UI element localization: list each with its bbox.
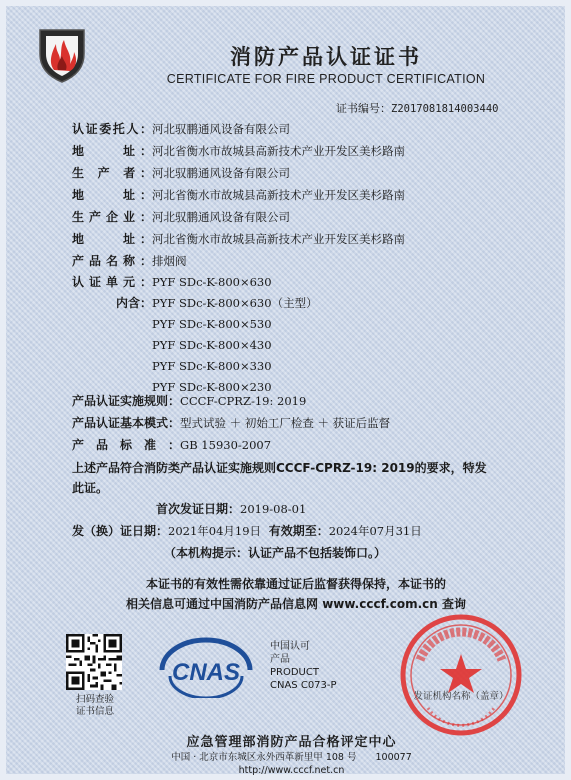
issuer-contact: [6, 751, 571, 777]
certificate-fields: [72, 118, 552, 398]
unit-item: PYF SDc-K-800×430: [152, 338, 272, 352]
unit-item-row: [72, 356, 552, 377]
valid-until-label: 有效期至：: [268, 524, 329, 538]
standard-row: [72, 434, 552, 456]
unit-item: PYF SDc-K-800×230: [152, 380, 272, 394]
validity-notice: [76, 574, 516, 614]
field-row: [72, 206, 552, 228]
cnas-accreditation-text: [270, 640, 337, 692]
field-value: 河北驭鹏通风设备有限公司: [152, 122, 290, 136]
dates-block: [72, 498, 552, 564]
seal-sign-text: 发证机构名称（盖章）: [413, 691, 509, 702]
rule-row: [72, 390, 552, 412]
field-label: 生产企业：: [72, 210, 152, 224]
unit-item-row: [72, 335, 552, 356]
qr-caption-line: 证书信息: [75, 706, 114, 717]
field-row: [72, 228, 552, 250]
standard-value: GB 15930-2007: [180, 438, 272, 452]
conformity-statement: [72, 458, 552, 498]
field-value: 排烟阀: [152, 254, 187, 268]
field-row: [72, 140, 552, 162]
contains-label: 内含：: [115, 296, 152, 310]
certificate-title-cn: 消防产品认证证书: [230, 45, 422, 69]
mode-value: 型式试验 ＋ 初始工厂检查 ＋ 获证后监督: [180, 416, 391, 430]
field-label: 生 产 者：: [72, 166, 152, 180]
cnas-line: 产品: [270, 654, 290, 665]
field-value: 河北驭鹏通风设备有限公司: [152, 210, 290, 224]
fire-certification-emblem-icon: [36, 24, 88, 84]
certification-unit-value: PYF SDc-K-800×630: [152, 275, 272, 289]
field-value: 河北省衡水市故城县高新技术产业开发区美杉路南: [152, 188, 405, 202]
first-issue-label: 首次发证日期：: [156, 502, 241, 516]
field-row: [72, 118, 552, 140]
qr-caption: [64, 694, 126, 718]
official-seal-stamp-icon: [398, 612, 524, 738]
cnas-logo-text: CNAS: [171, 659, 241, 686]
rule-value: CCCF-CPRZ-19: 2019: [180, 394, 307, 408]
certificate-number-label: 证书编号：: [336, 102, 391, 115]
statement-line: 上述产品符合消防类产品认证实施规则CCCF-CPRZ-19: 2019的要求，特发: [72, 461, 487, 475]
product-note: （本机构提示：认证产品不包括装饰口。）: [164, 546, 387, 560]
mode-row: [72, 412, 552, 434]
field-row: [72, 250, 552, 272]
first-issue-value: 2019-08-01: [240, 502, 307, 516]
issue-label: 发（换）证日期：: [72, 524, 169, 538]
standard-label: 产 品 标 准 ：: [72, 438, 181, 452]
valid-until-value: 2024年07月31日: [328, 524, 422, 538]
rules-block: [72, 390, 552, 456]
rule-label: 产品认证实施规则：: [72, 394, 181, 408]
qr-code-icon[interactable]: [66, 634, 122, 690]
issue-value: 2021年04月19日: [168, 524, 262, 538]
cnas-line: CNAS C073-P: [270, 680, 337, 691]
qr-caption-line: 扫码查验: [75, 694, 114, 705]
certificate-number: [336, 100, 498, 116]
validity-line: 相关信息可通过中国消防产品信息网 www.cccf.com.cn 查询: [126, 597, 466, 611]
issuer-name: 应急管理部消防产品合格评定中心: [186, 735, 397, 750]
unit-item-row: [72, 314, 552, 335]
unit-item: PYF SDc-K-800×330: [152, 359, 272, 373]
issuer-address: 中国 · 北京市东城区永外西革新里甲 108 号 100077: [171, 752, 412, 763]
issuer-website-link[interactable]: http://www.cccf.net.cn: [238, 765, 345, 776]
first-issue-row: [72, 498, 552, 520]
unit-item: PYF SDc-K-800×530: [152, 317, 272, 331]
certificate-number-value: Z2017081814003440: [391, 103, 499, 115]
field-row: [72, 184, 552, 206]
certification-unit-row: [72, 272, 552, 293]
field-value: 河北省衡水市故城县高新技术产业开发区美杉路南: [152, 144, 405, 158]
unit-item-row: [72, 293, 552, 314]
validity-line: 本证书的有效性需依靠通过证后监督获得保持，本证书的: [145, 577, 446, 591]
field-label: 地 址：: [72, 232, 152, 246]
field-label: 地 址：: [72, 144, 152, 158]
cnas-line: PRODUCT: [270, 667, 319, 678]
unit-item: PYF SDc-K-800×630（主型）: [152, 296, 318, 310]
field-row: [72, 162, 552, 184]
mode-label: 产品认证基本模式：: [72, 416, 181, 430]
field-label: 地 址：: [72, 188, 152, 202]
field-value: 河北省衡水市故城县高新技术产业开发区美杉路南: [152, 232, 405, 246]
field-label: 产品名称：: [72, 254, 152, 268]
field-value: 河北驭鹏通风设备有限公司: [152, 166, 290, 180]
cnas-line: 中国认可: [270, 641, 310, 652]
field-label: 认证委托人：: [72, 122, 152, 136]
certificate-title-en: CERTIFICATE FOR FIRE PRODUCT CERTIFICATION: [166, 72, 486, 86]
statement-line: 此证。: [72, 481, 109, 495]
cnas-logo-icon: [156, 636, 256, 698]
issue-row: [72, 520, 552, 542]
certification-unit-label: 认证单元：: [72, 275, 152, 289]
